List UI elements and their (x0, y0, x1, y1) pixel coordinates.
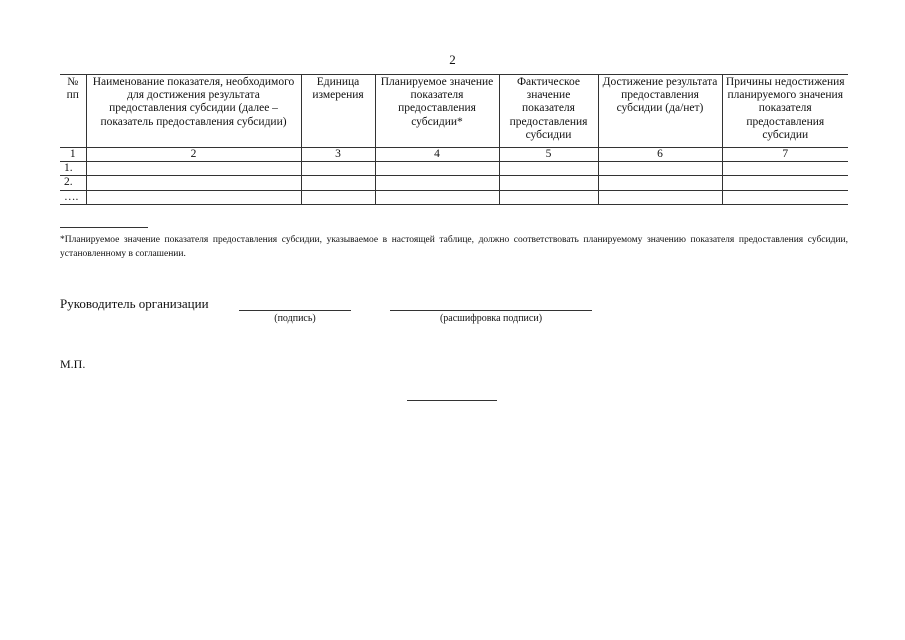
column-number: 6 (598, 148, 722, 162)
table-cell (499, 190, 598, 204)
table-cell (301, 162, 375, 176)
stamp-label: М.П. (60, 357, 86, 371)
table-cell (86, 162, 301, 176)
row-number: …. (60, 190, 86, 204)
header-achievement: Достижение результата предоставления субсидии (да/нет) (598, 75, 722, 148)
indicators-table (60, 74, 848, 205)
column-numbers-row (60, 148, 848, 162)
column-number: 3 (301, 148, 375, 162)
row-number: 1. (60, 162, 86, 176)
footnote-divider (60, 227, 148, 228)
table-header-row (60, 75, 848, 148)
footnote: *Планируемое значение показателя предоставления субсидии, указываемое в настоящей таблице, должно соответствовать планируемому значению показателя предоставления субсидии, установленному в соглашении. (60, 235, 848, 259)
column-number: 7 (722, 148, 848, 162)
table-cell (301, 190, 375, 204)
signature-label: Руководитель организации (60, 296, 209, 311)
header-indicator-name: Наименование показателя, необходимого для достижения результата предоставления субсидии (далее – показатель предоставления субсидии) (86, 75, 301, 148)
column-number: 1 (60, 148, 86, 162)
table-cell (598, 190, 722, 204)
table-cell (499, 176, 598, 190)
table-cell (301, 176, 375, 190)
signature-decoding-line (390, 310, 592, 311)
signature-line (239, 310, 351, 311)
header-number: № пп (60, 75, 86, 148)
row-number: 2. (60, 176, 86, 190)
table-cell (598, 176, 722, 190)
table-cell (722, 190, 848, 204)
table-row (60, 162, 848, 176)
table-cell (598, 162, 722, 176)
table-cell (722, 162, 848, 176)
table-row (60, 190, 848, 204)
header-actual-value: Фактическое значение показателя предоставления субсидии (499, 75, 598, 148)
signature-caption: (подпись) (274, 313, 316, 324)
table-cell (499, 162, 598, 176)
table-cell (375, 176, 499, 190)
column-number: 4 (375, 148, 499, 162)
table-cell (722, 176, 848, 190)
table-cell (375, 190, 499, 204)
signature-decoding-caption: (расшифровка подписи) (439, 313, 543, 324)
table-row (60, 176, 848, 190)
header-planned-value: Планируемое значение показателя предоставления субсидии* (375, 75, 499, 148)
column-number: 2 (86, 148, 301, 162)
document-end-line (407, 400, 497, 401)
header-unit: Единица измерения (301, 75, 375, 148)
table-cell (375, 162, 499, 176)
table-cell (86, 176, 301, 190)
header-reasons: Причины недостижения планируемого значения показателя предоставления субсидии (722, 75, 848, 148)
column-number: 5 (499, 148, 598, 162)
table-cell (86, 190, 301, 204)
page-number: 2 (449, 52, 456, 67)
